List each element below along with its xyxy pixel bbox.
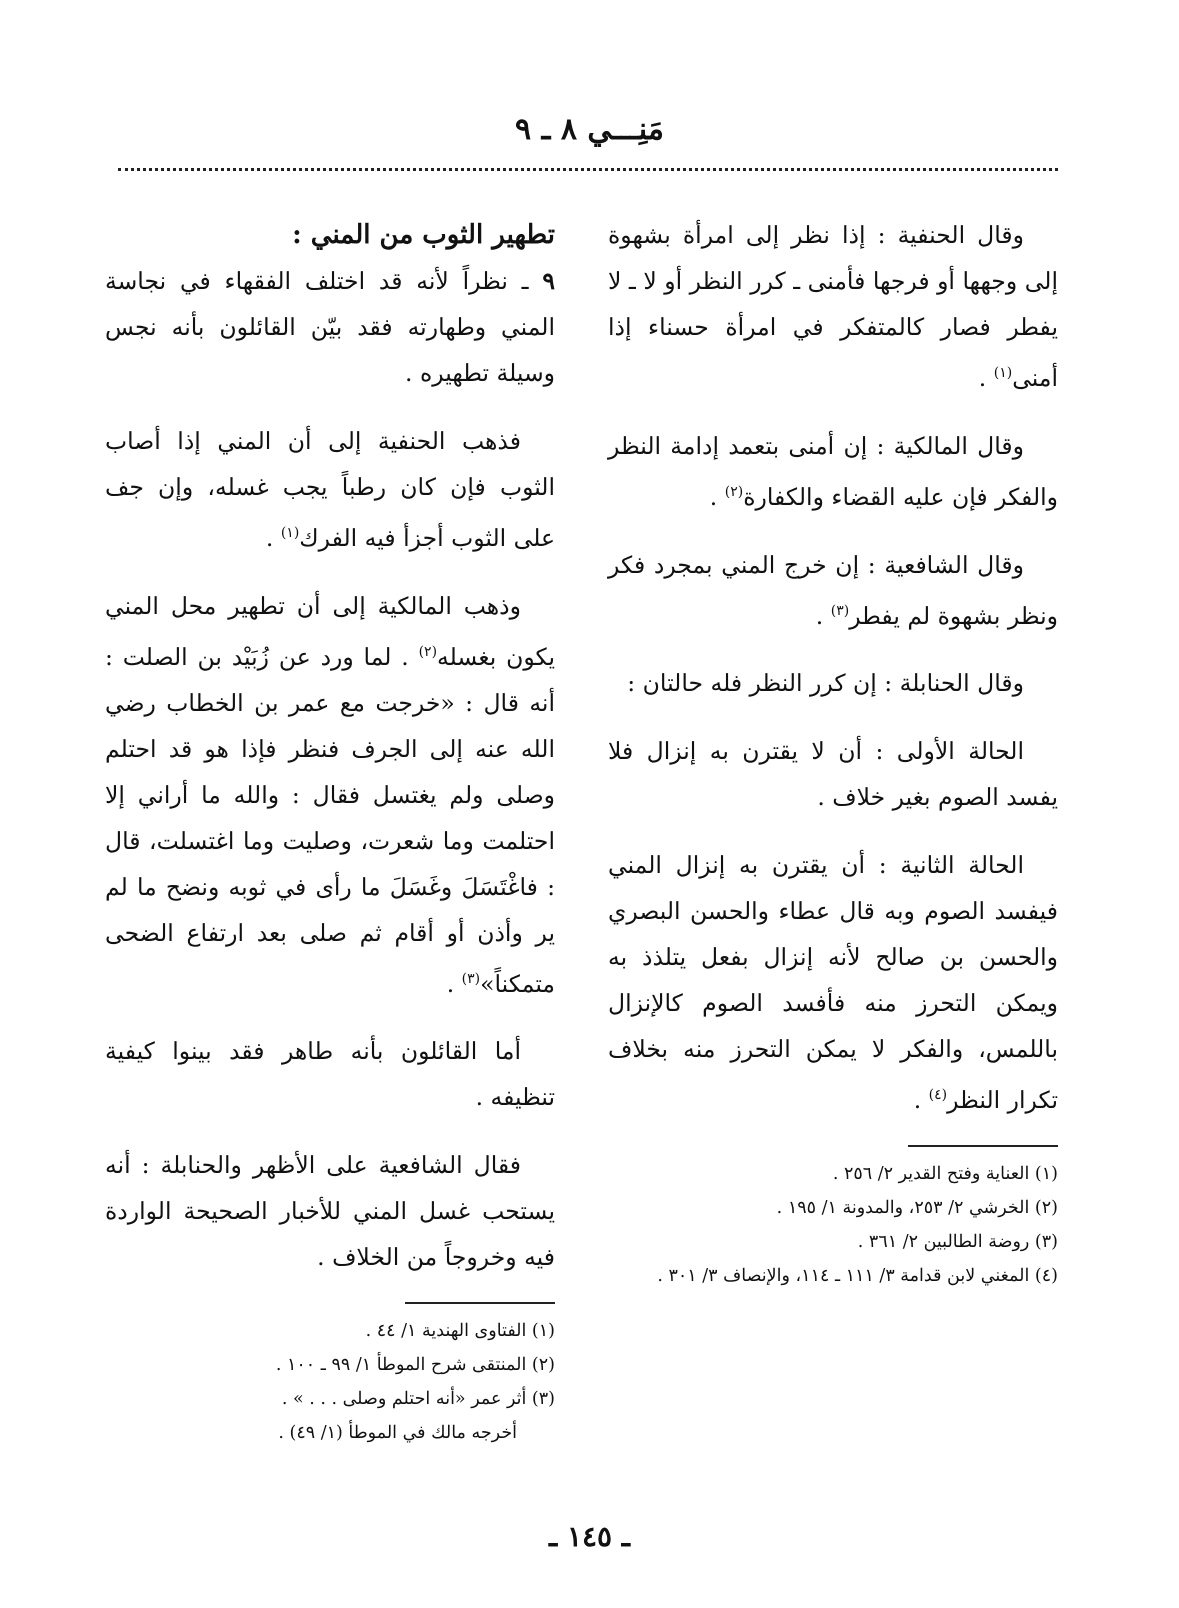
paragraph-hanafi [608, 212, 1058, 401]
section-heading: تطهير الثوب من المني : [292, 220, 555, 250]
paragraph-case-one [608, 728, 1058, 820]
footnote-continuation: أخرجه مالك في الموطأ (١/ ٤٩) . [278, 1423, 517, 1444]
footnote-ref: (٤) [928, 1087, 948, 1104]
page-number: ـ ١٤٥ ـ [548, 1520, 631, 1553]
footnote-ref: (٣) [830, 602, 850, 619]
footnotes-left [105, 1314, 555, 1450]
footnote-ref: (٢) [418, 643, 438, 660]
footnote-item: (٢) المنتقى شرح الموطأ ١/ ٩٩ ـ ١٠٠ . [275, 1355, 555, 1376]
paragraph-intro [105, 258, 555, 396]
paragraph-tail: . [913, 1086, 929, 1115]
paragraph-hanbali [608, 660, 1058, 706]
paragraph-text: أما القائلون بأنه طاهر فقد بينوا كيفية تنظيفه . [105, 1037, 555, 1112]
paragraph-text: ـ نظراً لأنه قد اختلف الفقهاء في نجاسة المني وطهارته فقد بيّن القائلون بأنه نجس وسيلة تطهيره . [105, 267, 555, 387]
paragraph-tail: . [815, 601, 831, 630]
paragraph-shafii [608, 542, 1058, 639]
paragraph-hanafi-washing [105, 418, 555, 561]
paragraph-text: فقال الشافعية على الأظهر والحنابلة : أنه يستحب غسل المني للأخبار الصحيحة الواردة فيه وخروجاً من الخلاف . [105, 1151, 555, 1272]
paragraph-text: وقال الحنابلة : إن كرر النظر فله حالتان : [627, 669, 1024, 698]
paragraph-tail: . [265, 523, 281, 552]
footnote-item: (٣) أثر عمر «أنه احتلم وصلى . . . » . [281, 1389, 555, 1410]
footnote-item: (٤) المغني لابن قدامة ٣/ ١١١ ـ ١١٤، والإنصاف ٣/ ٣٠١ . [657, 1266, 1058, 1287]
paragraph-tail: . [709, 482, 725, 511]
paragraph-text: وقال الحنفية : إذا نظر إلى امرأة بشهوة إلى وجهها أو فرجها فأمنى ـ كرر النظر أو لا ـ لا يفطر فصار كالمتفكر في امرأة حسناء إذا أمنى [608, 221, 1058, 392]
paragraph-pure-view [105, 1028, 555, 1120]
page-header-title: مَنِـــي ٨ ـ ٩ [515, 112, 664, 147]
footnote-item: (١) الفتاوى الهندية ١/ ٤٤ . [365, 1321, 555, 1342]
footnote-rule [908, 1145, 1058, 1147]
footnote-item: (٣) روضة الطالبين ٢/ ٣٦١ . [857, 1232, 1058, 1253]
paragraph-maliki-washing [105, 583, 555, 1007]
header-dotted-rule [118, 168, 1058, 171]
footnote-item: (٢) الخرشي ٢/ ٢٥٣، والمدونة ١/ ١٩٥ . [776, 1198, 1058, 1219]
footnote-item: (١) العناية وفتح القدير ٢/ ٢٥٦ . [832, 1164, 1058, 1185]
paragraph-text: وقال الشافعية : إن خرج المني بمجرد فكر ونظر بشهوة لم يفطر [608, 550, 1058, 630]
left-column [105, 212, 555, 1450]
paragraph-maliki [608, 423, 1058, 520]
right-column [608, 212, 1058, 1293]
footnote-ref: (٣) [461, 970, 481, 987]
section-number: ٩ [542, 267, 555, 295]
paragraph-text: وذهب المالكية إلى أن تطهير محل المني يكون بغسله [105, 591, 555, 671]
footnote-ref: (١) [993, 365, 1013, 381]
paragraph-text: فذهب الحنفية إلى أن المني إذا أصاب الثوب فإن كان رطباً يجب غسله، وإن جف على الثوب أجزأ فيه الفرك [105, 427, 555, 552]
footnote-ref: (٢) [724, 483, 744, 500]
paragraph-tail: . [978, 363, 994, 392]
paragraph-text: الحالة الأولى : أن لا يقترن به إنزال فلا يفسد الصوم بغير خلاف . [608, 737, 1058, 812]
paragraph-tail: . [446, 969, 462, 998]
paragraph-text: وقال المالكية : إن أمنى بتعمد إدامة النظر والفكر فإن عليه القضاء والكفارة [608, 431, 1058, 511]
paragraph-text: . لما ورد عن زُبَيْد بن الصلت : أنه قال : «خرجت مع عمر بن الخطاب رضي الله عنه إلى الجرف فنظر فإذا هو قد احتلم وصلى ولم يغتسل فقال : والله ما أراني إلا احتلمت وما شعرت، وصليت وما اغتسلت، قال : فاغْتَسَلَ وغَسَلَ ما رأى في ثوبه ونضح ما لم ير وأذن أو أقام ثم صلى بعد ارتفاع الضحى متمكناً» [105, 642, 555, 998]
footnotes-right [608, 1157, 1058, 1293]
paragraph-text: الحالة الثانية : أن يقترن به إنزال المني فيفسد الصوم وبه قال عطاء والحسن البصري والحسن بن صالح لأنه إنزال بفعل يتلذذ به ويمكن التحرز منه فأفسد الصوم كالإنزال باللمس، والفكر لا يمكن التحرز منه بخلاف تكرار النظر [608, 851, 1058, 1115]
paragraph-shafii-hanbali [105, 1142, 555, 1280]
footnote-rule [405, 1302, 555, 1304]
paragraph-case-two [608, 842, 1058, 1123]
footnote-ref: (١) [280, 525, 300, 541]
